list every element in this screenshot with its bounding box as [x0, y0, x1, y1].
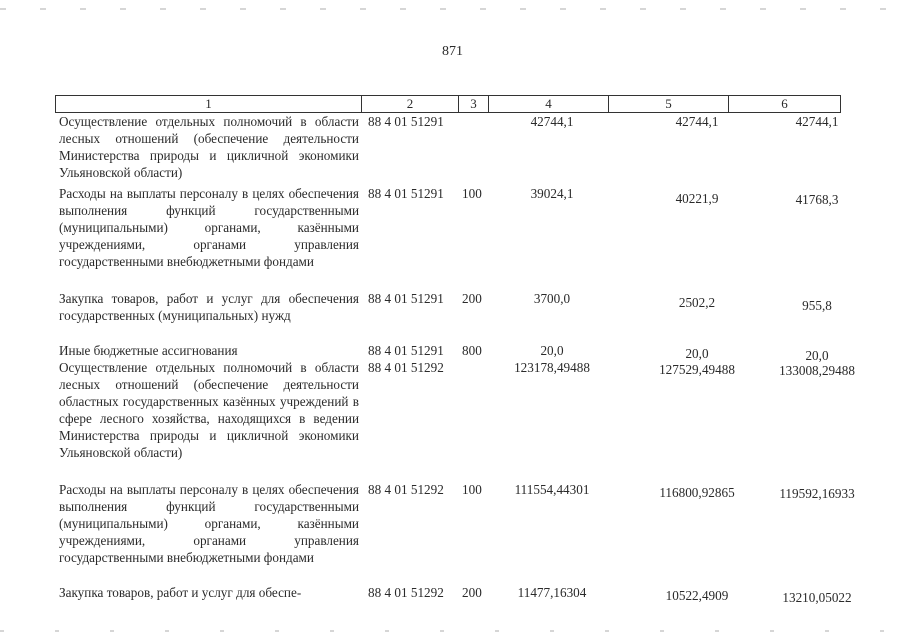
column-header-4: 4 — [489, 96, 609, 113]
row-value-5: 20,0 — [685, 346, 709, 361]
column-header-1: 1 — [56, 96, 362, 113]
column-header-3: 3 — [459, 96, 489, 113]
page-number: 871 — [442, 44, 463, 59]
row-name: Расходы на выплаты персоналу в целях обеспечения выполнения функций государственными (муниципальными) органами, казёнными учреждениями, органами управления государственными внебюджетными фондами — [59, 186, 359, 269]
row-name: Осуществление отдельных полномочий в области лесных отношений (обеспечение деятельности Министерства природы и цикличной экономики Ульяновской области) — [59, 114, 359, 180]
row-value-6: 20,0 — [805, 348, 829, 363]
column-header-2: 2 — [362, 96, 459, 113]
row-value-4: 39024,1 — [530, 186, 574, 201]
row-code: 88 4 01 51291 — [368, 186, 444, 201]
row-code: 88 4 01 51292 — [368, 585, 444, 600]
row-value-4: 123178,49488 — [514, 360, 590, 375]
row-value-5: 2502,2 — [678, 295, 716, 310]
row-code: 88 4 01 51292 — [368, 360, 444, 375]
row-name: Иные бюджетные ассигнования — [59, 343, 238, 358]
row-type: 200 — [462, 291, 482, 306]
row-type: 200 — [462, 585, 482, 600]
row-value-6: 133008,29488 — [779, 363, 855, 378]
row-value-5: 40221,9 — [675, 191, 719, 206]
row-value-5: 10522,4909 — [665, 588, 729, 603]
row-value-4: 3700,0 — [533, 291, 571, 306]
scan-artifact-bottom — [0, 630, 905, 632]
row-value-5: 127529,49488 — [659, 362, 735, 377]
row-name: Расходы на выплаты персоналу в целях обеспечения выполнения функций государственными (муниципальными) органами, казёнными учреждениями, органами управления государственными внебюджетными фондами — [59, 482, 359, 565]
row-value-4: 111554,44301 — [514, 482, 590, 497]
row-code: 88 4 01 51291 — [368, 343, 444, 358]
scan-artifact-top — [0, 8, 905, 10]
row-code: 88 4 01 51291 — [368, 291, 444, 306]
row-value-6: 955,8 — [802, 298, 832, 313]
row-value-4: 11477,16304 — [517, 585, 587, 600]
row-name: Закупка товаров, работ и услуг для обеспечения государственных (муниципальных) нужд — [59, 291, 359, 323]
column-header-5: 5 — [609, 96, 729, 113]
row-type: 800 — [462, 343, 482, 358]
row-value-6: 13210,05022 — [782, 590, 852, 605]
row-value-5: 42744,1 — [675, 114, 719, 129]
row-value-5: 116800,92865 — [659, 485, 735, 500]
column-header-row — [55, 95, 841, 113]
row-code: 88 4 01 51291 — [368, 114, 444, 129]
row-name: Осуществление отдельных полномочий в области лесных отношений (обеспечение деятельности областных государственных казённых учреждений в сфере лесного хозяйства, находящихся в ведении Министерства природы и цикличной экономики Ульяновской области) — [59, 360, 359, 460]
row-value-4: 42744,1 — [530, 114, 574, 129]
row-value-6: 41768,3 — [795, 192, 839, 207]
row-type: 100 — [462, 186, 482, 201]
row-name: Закупка товаров, работ и услуг для обеспе- — [59, 585, 302, 600]
column-header-6: 6 — [729, 96, 841, 113]
row-code: 88 4 01 51292 — [368, 482, 444, 497]
row-value-6: 42744,1 — [795, 114, 839, 129]
row-value-4: 20,0 — [540, 343, 564, 358]
row-type: 100 — [462, 482, 482, 497]
row-value-6: 119592,16933 — [779, 486, 855, 501]
